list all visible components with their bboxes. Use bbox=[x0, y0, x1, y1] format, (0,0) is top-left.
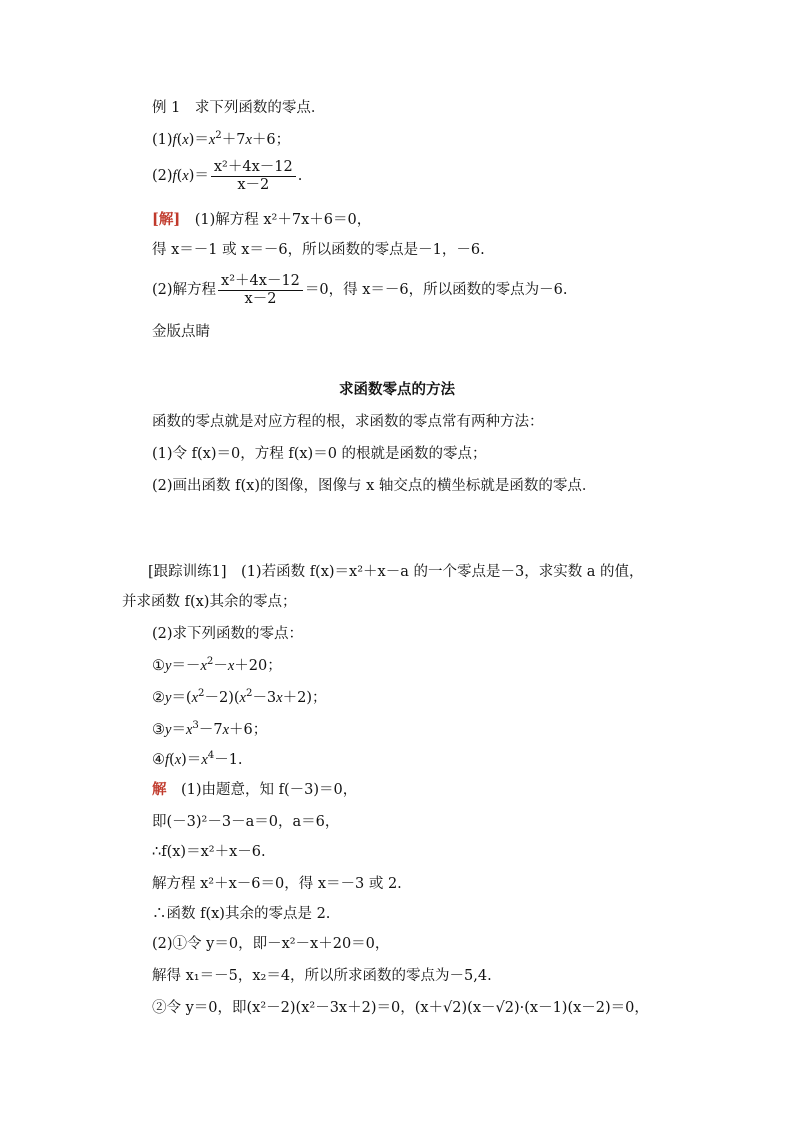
training-solution-line-8: ②令 y＝0，即(x²－2)(x²－3x＋2)＝0，(x＋√2)(x－√2)·(x－1)(x－2)＝0， bbox=[152, 1000, 649, 1016]
function-3: $③y=x^3-7x+6$； bbox=[152, 720, 268, 738]
example-part-2: (2)f(x)＝ $\frac{\text{x²＋4x－12}}{x-2}$ . bbox=[152, 158, 303, 193]
training-tag: [跟踪训练1] bbox=[148, 564, 227, 580]
solution-tag: 解 bbox=[152, 781, 167, 798]
training-question-1: [跟踪训练1] (1)若函数 f(x)＝x²＋x－a 的一个零点是－3，求实数 a 的值， bbox=[148, 564, 644, 580]
function-1: $①y=-x^2-x+20$； bbox=[152, 656, 282, 674]
solution-line-2: 得 x＝－1 或 x＝－6，所以函数的零点是－1，－6. bbox=[152, 242, 485, 258]
training-question-2: (2)求下列函数的零点： bbox=[152, 626, 304, 642]
example-part-1: $(1)f(x)=x^2+7x+6$； bbox=[152, 130, 291, 148]
method-item-2: (2)画出函数 f(x)的图像，图像与 x 轴交点的横坐标就是函数的零点． bbox=[152, 478, 597, 494]
fraction bbox=[218, 273, 303, 308]
solution-line-3: (2)解方程 $\frac{\text{x²＋4x－12}}{x-2}$ ＝0，得 x＝－6，所以函数的零点为－6. bbox=[152, 272, 568, 307]
method-item-1: (1)令 f(x)＝0，方程 f(x)＝0 的根就是函数的零点； bbox=[152, 446, 487, 462]
fraction-denominator: x－2 bbox=[244, 290, 277, 307]
training-solution-line-1: 解 (1)由题意，知 f(－3)＝0， bbox=[152, 781, 358, 798]
function-2: $②y=(x^2-2)(x^2-3x+2)$； bbox=[152, 688, 327, 706]
solution-tag: [解] bbox=[152, 211, 181, 228]
training-solution-line-3: ∴f(x)＝x²＋x－6. bbox=[152, 844, 266, 860]
training-solution-line-4: 解方程 x²＋x－6＝0，得 x＝－3 或 2. bbox=[152, 876, 402, 892]
example-title: 例 1 求下列函数的零点． bbox=[152, 100, 326, 116]
fraction bbox=[211, 159, 296, 194]
training-solution-line-7: 解得 x₁＝－5，x₂＝4，所以所求函数的零点为－5,4. bbox=[152, 968, 492, 984]
method-title: 求函数零点的方法 bbox=[339, 381, 455, 398]
training-solution-line-5: ∴函数 f(x)其余的零点是 2. bbox=[152, 906, 331, 922]
training-solution-line-6: (2)①令 y＝0，即－x²－x＋20＝0， bbox=[152, 936, 390, 952]
fraction-numerator: x²＋4x－12 bbox=[218, 273, 303, 291]
fraction-numerator: x²＋4x－12 bbox=[211, 159, 296, 177]
method-intro: 函数的零点就是对应方程的根，求函数的零点常有两种方法： bbox=[152, 414, 544, 430]
comment-label: 金版点睛 bbox=[152, 324, 210, 340]
fraction-denominator: x－2 bbox=[237, 176, 270, 193]
solution-line-1: [解] (1)解方程 x²＋7x＋6＝0， bbox=[152, 211, 372, 228]
training-question-1-cont: 并求函数 f(x)其余的零点； bbox=[122, 594, 297, 610]
function-4: $④f(x)=x^4-1$. bbox=[152, 750, 243, 768]
training-solution-line-2: 即(－3)²－3－a＝0，a＝6， bbox=[152, 814, 340, 830]
